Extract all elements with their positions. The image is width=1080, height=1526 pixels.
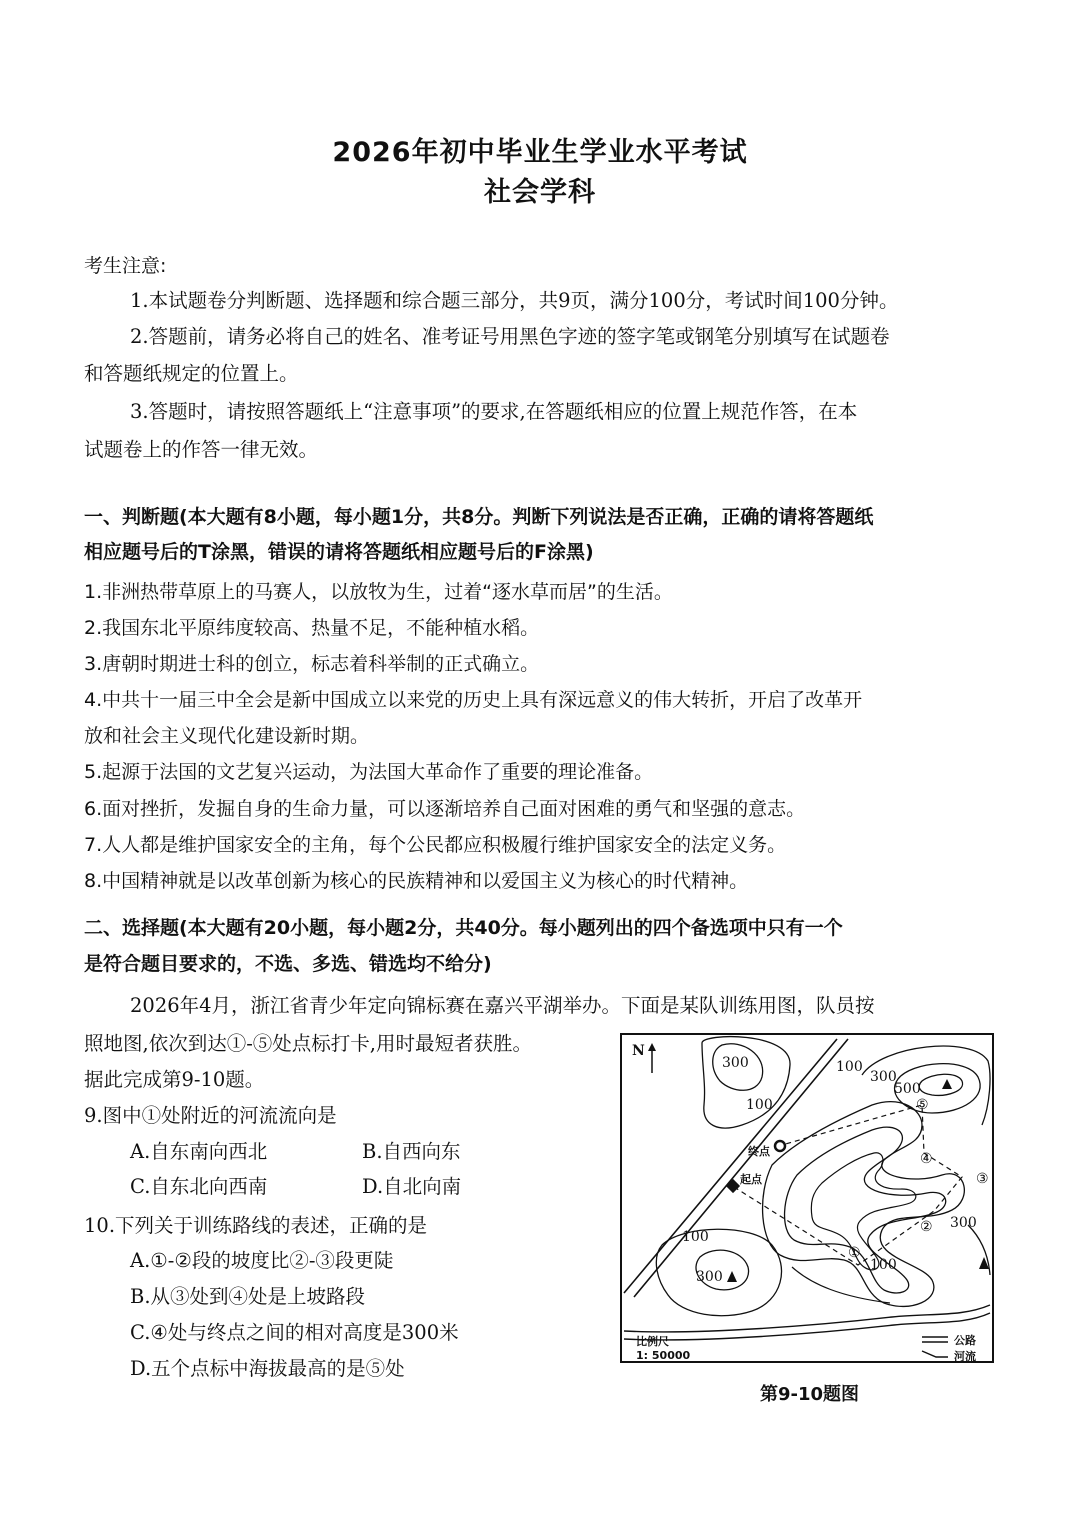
contour-label-300-right: 300: [950, 1215, 977, 1231]
q9-option-c: C.自东北向西南: [130, 1175, 268, 1198]
topographic-map-svg: [622, 1035, 992, 1361]
start-point-label: 起点: [740, 1173, 762, 1186]
section2-heading-line-2: 是符合题目要求的，不选、多选、错选均不给分): [84, 953, 492, 975]
exam-subject: 社会学科: [484, 177, 596, 208]
question-10: 10.下列关于训练路线的表述，正确的是: [84, 1214, 428, 1237]
road-line-b: [634, 1039, 848, 1297]
contour-label-300-tl: 300: [722, 1055, 749, 1071]
north-arrowhead-icon: [648, 1043, 656, 1051]
checkpoint-5: ⑤: [916, 1097, 929, 1113]
start-point-icon: [726, 1179, 740, 1193]
judge-q4-line-2: 放和社会主义现代化建设新时期。: [84, 725, 370, 747]
question-9: 9.图中①处附近的河流流向是: [84, 1104, 337, 1127]
judge-q5: 5.起源于法国的文艺复兴运动，为法国大革命作了重要的理论准备。: [84, 761, 654, 783]
contour-label-300-top: 300: [870, 1069, 897, 1085]
q10-option-d: D.五个点标中海拔最高的是⑤处: [130, 1357, 405, 1380]
end-point-icon: [775, 1141, 785, 1151]
notice-item-2-line-2: 和答题纸规定的位置上。: [84, 362, 299, 385]
judge-q2: 2.我国东北平原纬度较高、热量不足，不能种植水稻。: [84, 617, 540, 639]
contour-label-100-top: 100: [836, 1059, 863, 1075]
end-point-label: 终点: [748, 1145, 770, 1158]
scale-value: 1: 50000: [636, 1349, 691, 1361]
river-line-a: [624, 1305, 990, 1332]
checkpoint-3: ③: [976, 1171, 989, 1187]
checkpoint-2: ②: [920, 1219, 933, 1235]
checkpoint-1: ①: [848, 1245, 861, 1261]
q10-option-c: C.④处与终点之间的相对高度是300米: [130, 1321, 459, 1344]
q9-option-d: D.自北向南: [362, 1175, 462, 1198]
contour-label-500: 500: [894, 1081, 921, 1097]
question-stem-line-2: 照地图,依次到达①-⑤处点标打卡,用时最短者获胜。: [84, 1032, 532, 1055]
figure-caption: 第9-10题图: [760, 1384, 860, 1405]
q9-option-a: A.自东南向西北: [130, 1140, 268, 1163]
judge-q3: 3.唐朝时期进士科的创立，标志着科举制的正式确立。: [84, 653, 540, 675]
notice-item-2-line-1: 2.答题前，请务必将自己的姓名、准考证号用黑色字迹的签字笔或钢笔分别填写在试题卷: [130, 325, 890, 348]
notice-item-3-line-1: 3.答题时，请按照答题纸上“注意事项”的要求,在答题纸相应的位置上规范作答，在本: [130, 400, 858, 423]
river-line-b: [624, 1313, 990, 1340]
section1-heading-line-1: 一、判断题(本大题有8小题，每小题1分，共8分。判断下列说法是否正确，正确的请将答题纸: [84, 506, 874, 528]
q9-option-b: B.自西向东: [362, 1140, 461, 1163]
scale-label: 比例尺: [636, 1335, 669, 1348]
judge-q4-line-1: 4.中共十一届三中全会是新中国成立以来党的历史上具有深远意义的伟大转折，开启了改革开: [84, 689, 863, 711]
contour-label-100-left: 100: [746, 1097, 773, 1113]
peak-marker-bl-icon: [727, 1271, 737, 1282]
q10-option-a: A.①-②段的坡度比②-③段更陡: [130, 1249, 394, 1272]
exam-title: 2026年初中毕业生学业水平考试: [332, 137, 748, 168]
contour-inner-main: [811, 1153, 916, 1270]
contour-label-100-bl: 100: [682, 1229, 709, 1245]
contour-100-main: [763, 1102, 965, 1307]
legend-road-label: 公路: [954, 1334, 976, 1347]
legend-river-icon: [922, 1351, 948, 1357]
judge-q1: 1.非洲热带草原上的马赛人，以放牧为生，过着“逐水草而居”的生活。: [84, 581, 673, 603]
notice-item-1: 1.本试题卷分判断题、选择题和综合题三部分，共9页，满分100分，考试时间100分钟。: [130, 289, 899, 312]
checkpoint-4: ④: [920, 1151, 933, 1167]
peak-marker-tr-icon: [942, 1079, 952, 1089]
judge-q7: 7.人人都是维护国家安全的主角，每个公民都应积极履行维护国家安全的法定义务。: [84, 834, 787, 856]
contour-label-300-bl: 300: [696, 1269, 723, 1285]
legend-river-label: 河流: [954, 1350, 976, 1361]
contour-label-100-bottom: 100: [870, 1257, 897, 1273]
judge-q8: 8.中国精神就是以改革创新为核心的民族精神和以爱国主义为核心的时代精神。: [84, 870, 749, 892]
section2-heading-line-1: 二、选择题(本大题有20小题，每小题2分，共40分。每小题列出的四个备选项中只有一个: [84, 917, 843, 939]
question-stem-line-3: 据此完成第9-10题。: [84, 1068, 265, 1091]
road-line-a: [624, 1039, 837, 1293]
question-stem-line-1: 2026年4月，浙江省青少年定向锦标赛在嘉兴平湖举办。下面是某队训练用图，队员按: [130, 994, 875, 1017]
notice-heading: 考生注意:: [84, 255, 167, 277]
north-label: N: [632, 1043, 645, 1059]
section1-heading-line-2: 相应题号后的T涂黑，错误的请将答题纸相应题号后的F涂黑): [84, 541, 594, 563]
q10-option-b: B.从③处到④处是上坡路段: [130, 1285, 366, 1308]
topographic-map: [620, 1033, 994, 1363]
judge-q6: 6.面对挫折，发掘自身的生命力量，可以逐渐培养自己面对困难的勇气和坚强的意志。: [84, 798, 806, 820]
notice-item-3-line-2: 试题卷上的作答一律无效。: [84, 438, 319, 461]
contour-500: [919, 1074, 962, 1095]
